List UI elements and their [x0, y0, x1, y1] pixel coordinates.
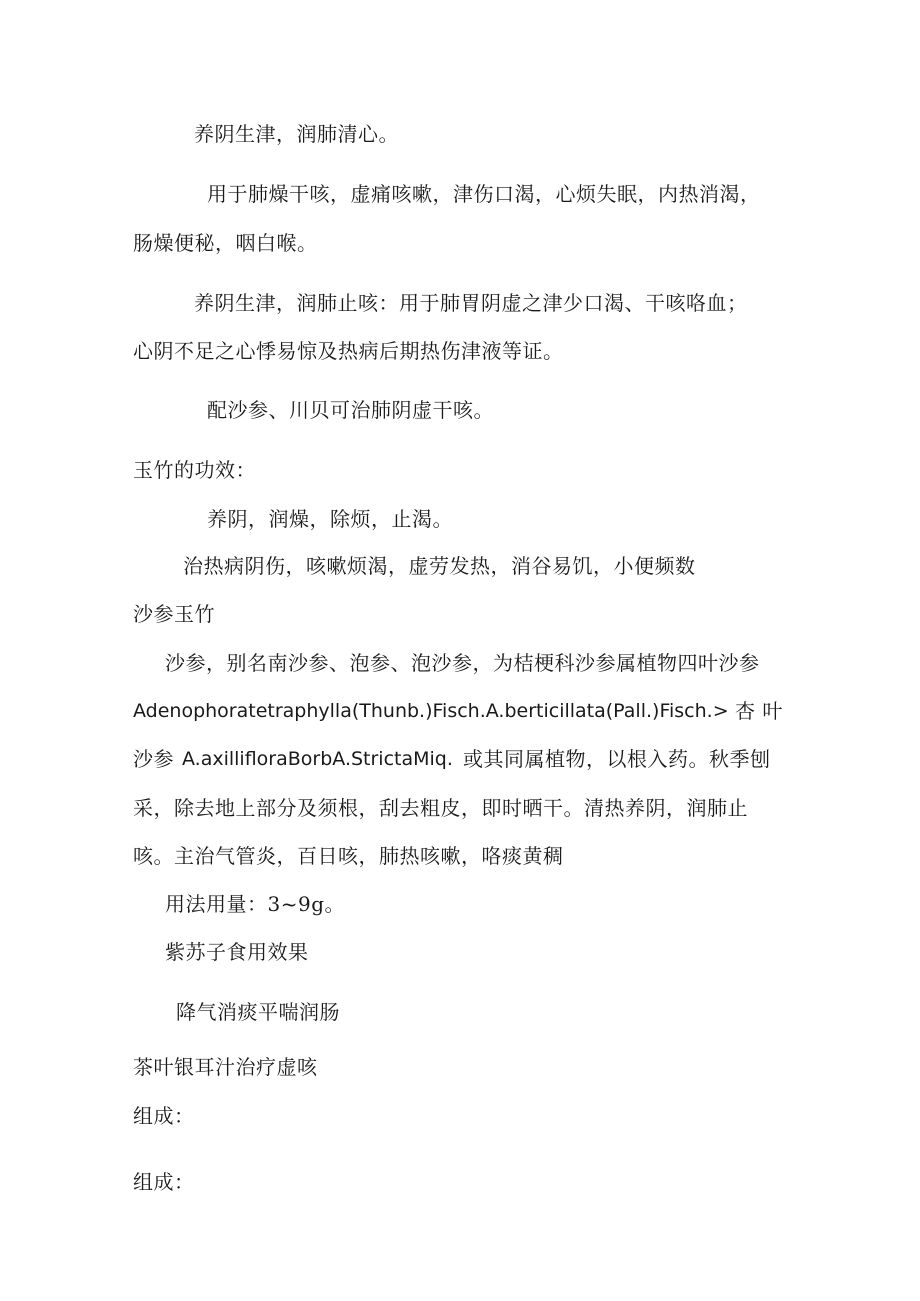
composition-label: 组成： [133, 1104, 195, 1128]
text-line: 养阴，润燥，除烦，止渴。 [207, 507, 453, 531]
text-line: 配沙参、川贝可治肺阴虚干咳。 [207, 398, 494, 422]
text-line: 降气消痰平喘润肠 [176, 1000, 340, 1024]
latin-name-line: A.axillifloraBorbA.StrictaMiq. [182, 748, 453, 770]
text-line: 沙参 [133, 747, 174, 771]
text-line: 或其同属植物，以根入药。秋季刨 [463, 747, 771, 771]
section-heading: 玉竹的功效： [133, 458, 256, 482]
section-heading: 紫苏子食用效果 [165, 940, 309, 964]
text-line: 心阴不足之心悸易惊及热病后期热伤津液等证。 [133, 339, 564, 363]
section-heading: 茶叶银耳汁治疗虚咳 [133, 1055, 318, 1079]
dosage-line: 用法用量：3~9g。 [165, 892, 346, 916]
text-line: 杏 叶 [735, 699, 783, 723]
text-line: 治热病阴伤，咳嗽烦渴，虚劳发热，消谷易饥，小便频数 [183, 554, 696, 578]
text-line: 用于肺燥干咳，虚痛咳嗽，津伤口渴，心烦失眠，内热消渴， [207, 182, 761, 206]
latin-name-line: Adenophoratetraphylla(Thunb.)Fisch.A.berticillata(Pall.)Fisch.> [133, 700, 729, 722]
text-line: 养阴生津，润肺止咳：用于肺胃阴虚之津少口渴、干咳咯血； [194, 291, 748, 315]
text-line: 采，除去地上部分及须根，刮去粗皮，即时晒干。清热养阴，润肺止 [133, 796, 748, 820]
composition-label: 组成： [133, 1170, 195, 1194]
text-line: 肠燥便秘，咽白喉。 [133, 231, 318, 255]
text-line: 沙参，别名南沙参、泡参、泡沙参，为桔梗科沙参属植物四叶沙参 [165, 651, 760, 675]
text-line: 咳。主治气管炎，百日咳，肺热咳嗽，咯痰黄稠 [133, 844, 564, 868]
section-heading: 沙参玉竹 [133, 602, 215, 626]
text-line: 养阴生津，润肺清心。 [194, 122, 399, 146]
